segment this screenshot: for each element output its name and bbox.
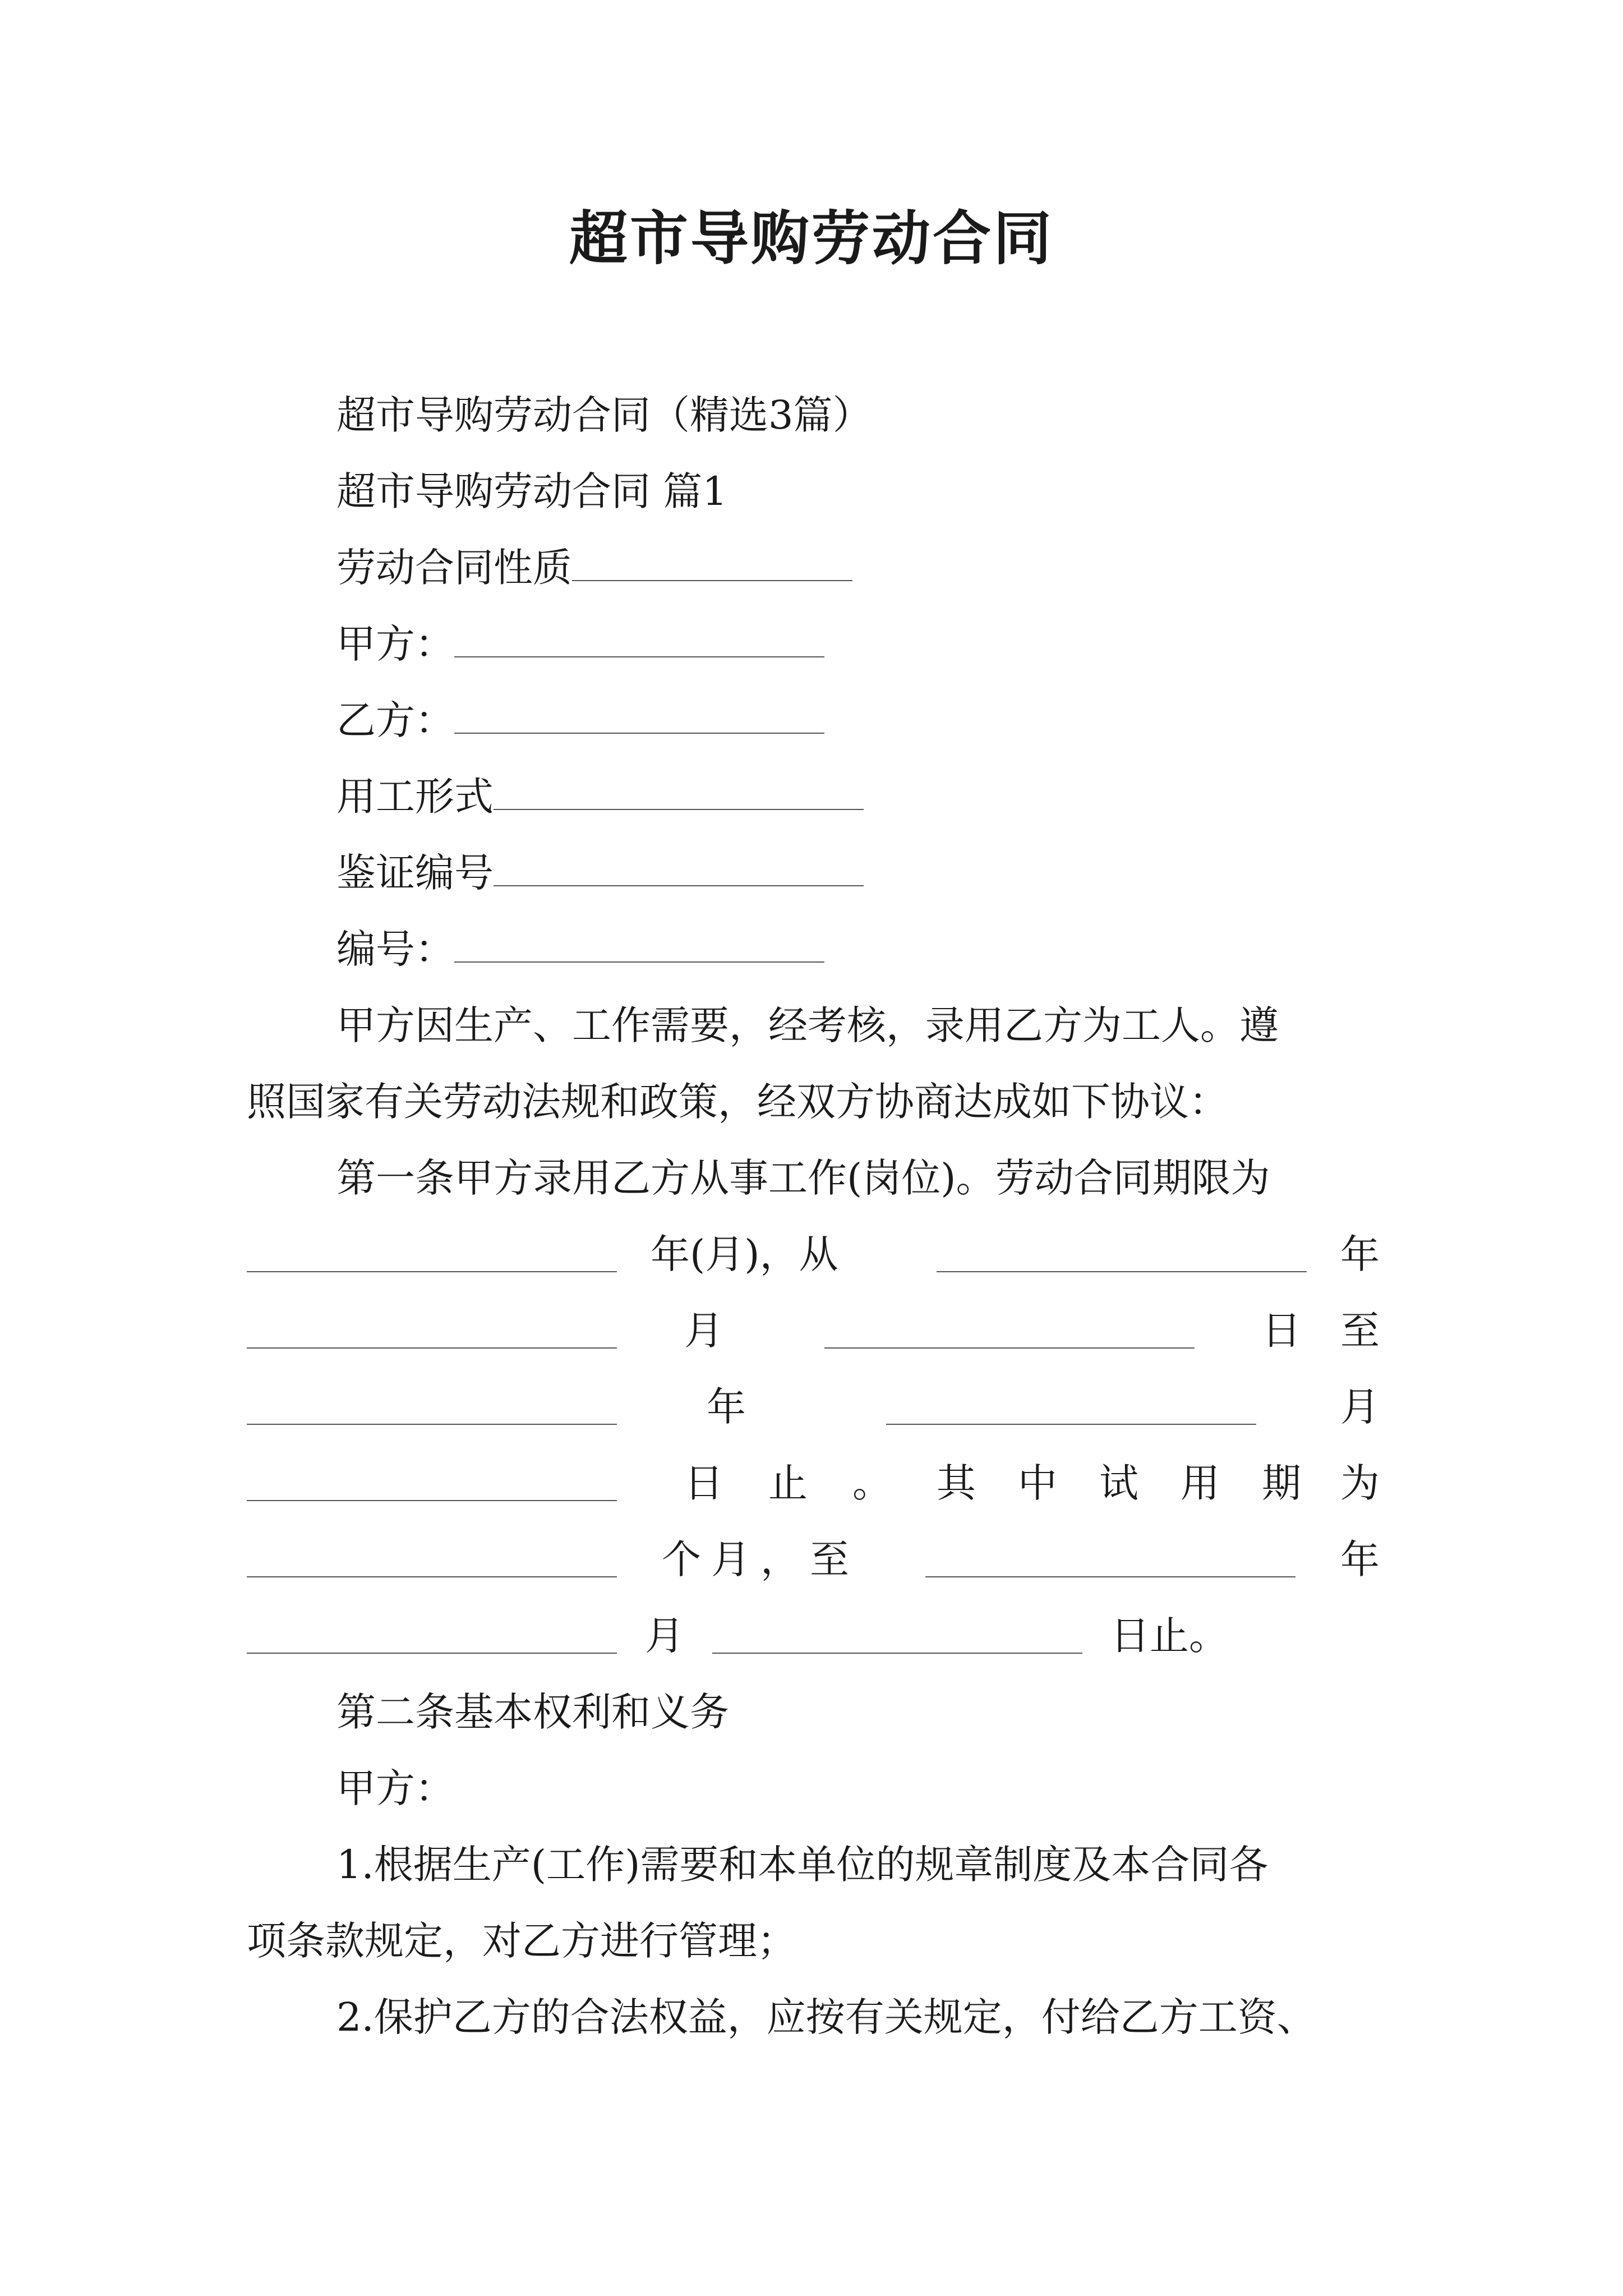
intro-line-2: 照国家有关劳动法规和政策，经双方协商达成如下协议： <box>247 1079 1228 1125</box>
blank-line <box>937 1234 1307 1272</box>
article2-heading: 第二条基本权利和义务 <box>336 1689 729 1735</box>
row-text: 期 <box>1262 1460 1301 1506</box>
blank-line <box>494 772 864 810</box>
row-text: 中 <box>1018 1460 1057 1506</box>
row-text: 年 <box>1340 1536 1380 1582</box>
row-text: 为 <box>1340 1460 1380 1506</box>
row-text: 用 <box>1181 1460 1220 1506</box>
row-text: 日 <box>1262 1308 1301 1354</box>
field-party-b <box>336 692 824 748</box>
row-text: 日止。 <box>1110 1613 1228 1659</box>
subtitle: 超市导购劳动合同（精选3篇） <box>336 392 872 438</box>
field-label: 鉴证编号 <box>336 850 494 896</box>
row-text: 。 <box>852 1460 892 1506</box>
field-party-a <box>336 616 824 672</box>
blank-line <box>454 696 824 734</box>
blank-line <box>494 848 864 886</box>
field-label: 编号： <box>336 926 454 972</box>
article1-row-6 <box>247 1608 1380 1664</box>
blank-line <box>454 619 824 657</box>
article2-item1-line1: 1.根据生产(工作)需要和本单位的规章制度及本合同各 <box>336 1842 1269 1888</box>
field-number <box>336 921 824 977</box>
row-text: 试 <box>1099 1460 1138 1506</box>
article1-line-1: 第一条甲方录用乙方从事工作(岗位)。劳动合同期限为 <box>336 1155 1270 1201</box>
section-heading: 超市导购劳动合同 篇1 <box>336 468 727 514</box>
blank-line <box>247 1310 617 1349</box>
field-label: 乙方： <box>336 697 454 743</box>
article1-row-1 <box>247 1226 1380 1282</box>
blank-line <box>247 1463 617 1501</box>
article1-row-4 <box>247 1455 1380 1511</box>
field-employment-form <box>336 769 864 825</box>
blank-line <box>572 543 852 581</box>
blank-line <box>454 924 824 963</box>
field-label: 劳动合同性质 <box>336 545 572 591</box>
intro-line-1: 甲方因生产、工作需要，经考核，录用乙方为工人。遵 <box>336 1002 1279 1048</box>
field-contract-nature <box>336 540 852 596</box>
blank-line <box>925 1539 1295 1577</box>
row-text: 年 <box>1340 1231 1380 1277</box>
blank-line <box>247 1539 617 1577</box>
row-text: 个月，至 <box>662 1536 859 1582</box>
row-text: 月 <box>645 1613 684 1659</box>
blank-line <box>247 1387 617 1425</box>
article2-item2-line1: 2.保护乙方的合法权益，应按有关规定，付给乙方工资、 <box>336 1994 1316 2040</box>
blank-line <box>886 1387 1256 1425</box>
blank-line <box>247 1234 617 1272</box>
row-text: 止 <box>768 1460 808 1506</box>
row-text: 月 <box>1340 1384 1380 1430</box>
row-text: 年 <box>707 1384 746 1430</box>
document-title: 超市导购劳动合同 <box>569 204 1054 273</box>
field-label: 用工形式 <box>336 774 494 820</box>
row-text: 至 <box>1340 1308 1380 1354</box>
field-label: 甲方： <box>336 621 454 667</box>
article2-party-a: 甲方： <box>336 1765 454 1811</box>
row-text: 月 <box>684 1308 723 1354</box>
row-text: 年(月)，从 <box>651 1231 838 1277</box>
article1-row-5 <box>247 1531 1380 1588</box>
article2-item1-line2: 项条款规定，对乙方进行管理； <box>247 1918 796 1964</box>
row-text: 其 <box>937 1460 976 1506</box>
article1-row-3 <box>247 1379 1380 1435</box>
blank-line <box>712 1616 1082 1654</box>
row-text: 日 <box>684 1460 723 1506</box>
article1-row-2 <box>247 1303 1380 1359</box>
blank-line <box>247 1616 617 1654</box>
blank-line <box>824 1310 1195 1349</box>
field-verification-no <box>336 845 864 901</box>
